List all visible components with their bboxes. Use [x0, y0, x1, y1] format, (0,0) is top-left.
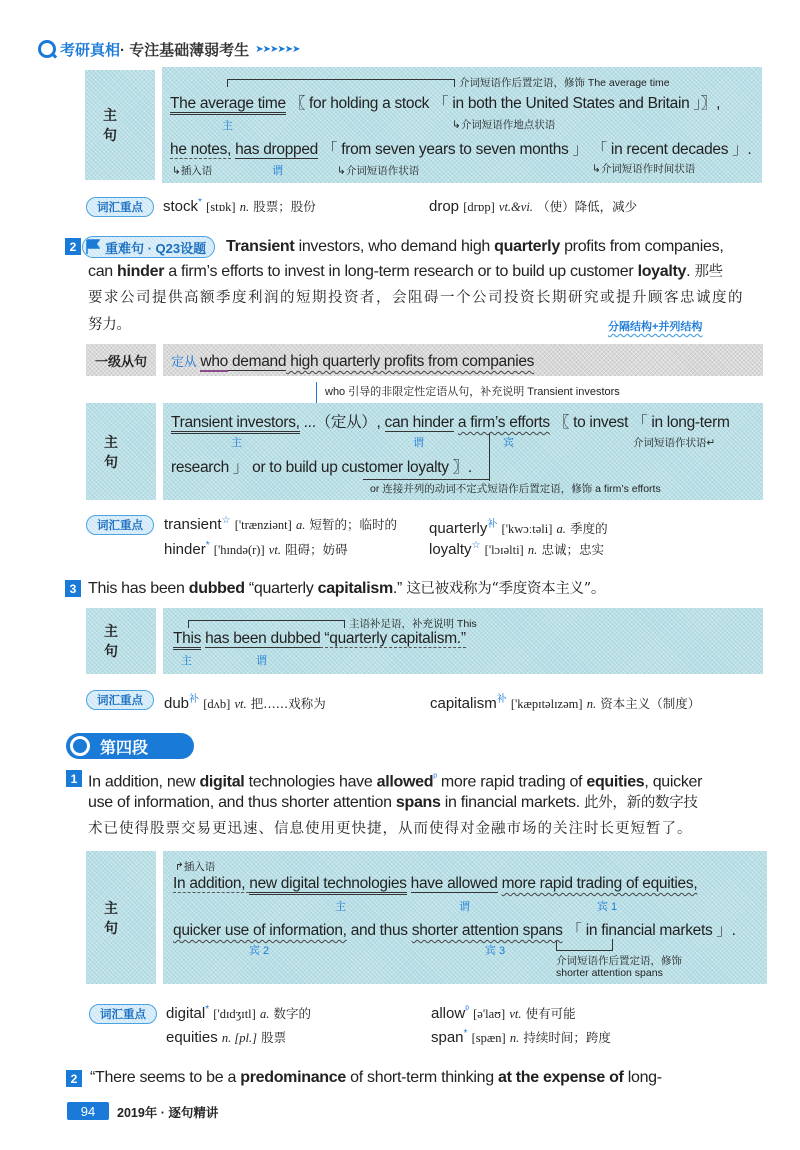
flag-icon [86, 239, 100, 255]
role-subject: 主 [335, 901, 346, 913]
prep-phrase-1: 「 from seven years to seven months 」 [317, 141, 588, 158]
annotation-hline [363, 479, 490, 480]
footer-title: 2019年 · 逐句精讲 [117, 1106, 219, 1120]
role-subject: 主 [181, 655, 192, 667]
page-header [38, 38, 299, 60]
vocab-item: quarterly$^补$ ['kwɔːtəli] a. 季度的 [429, 519, 608, 537]
sentence-line-1 [170, 91, 720, 113]
sentence-3: This has been dubbed “quarterly capitalism.” 这已被戏称为“季度资本主义”。 [88, 580, 606, 597]
sentence-line-2: research 」 or to build up customer loyalty 〗. [171, 459, 472, 476]
annotation-vline [489, 433, 490, 481]
annotation-postmodifier-target: shorter attention spans [556, 967, 663, 979]
sentence-number: 3 [65, 580, 81, 597]
analysis-box-3 [163, 608, 763, 674]
analysis-box-2 [163, 403, 763, 500]
role-predicate: 谓 [459, 901, 470, 913]
annotation-bracket [188, 620, 345, 628]
annotation-time: ↳介词短语作时间状语 [592, 163, 696, 175]
annotation-bracket [227, 79, 455, 87]
sentence-5: “There seems to be a predominance of short-term thinking at the expense of long- [90, 1069, 662, 1086]
sentence-2-en-line1: Transient investors, who demand high quarterly profits from companies, [226, 238, 724, 255]
analysis-box-4 [163, 851, 767, 984]
sentence-line: This has been dubbed “quarterly capitalism.” [173, 630, 466, 648]
vocab-item: drop [drɒp] vt.&vi. （使）降低，减少 [429, 198, 638, 215]
role-object: 宾 [503, 437, 514, 449]
search-q-icon [38, 40, 56, 58]
role-object-2: 宾 2 [249, 945, 270, 957]
subclause-box [163, 344, 763, 376]
search-q-icon [70, 736, 90, 756]
role-subject: 主 [231, 437, 242, 449]
header-brand: 考研真相 [60, 41, 121, 59]
vocab-item: transient☆ ['trænziənt] a. 短暂的；临时的 [164, 515, 398, 533]
role-predicate: 谓 [272, 165, 283, 177]
sentence-4-en-line1: In addition, new digital technologies have allowed$^ᵖ$ more rapid trading of equities, quicker [88, 772, 703, 791]
role-predicate: 谓 [256, 655, 267, 667]
annotation-hline [556, 950, 612, 951]
sentence-number: 2 [65, 238, 81, 255]
subclause-label: 一级从句 [86, 344, 156, 376]
vocab-item: hinder* ['hɪndə(r)] vt. 阻碍；妨碍 [164, 540, 348, 558]
header-subtitle: · 专注基础薄弱考生 [120, 41, 250, 59]
vocab-item: loyalty☆ ['lɔɪəlti] n. 忠诚；忠实 [429, 540, 604, 558]
sentence-2-en-line2: can hinder a firm’s efforts to invest in long-term research or to build up customer loyalty. 那些 [88, 263, 723, 280]
role-predicate: 谓 [413, 437, 424, 449]
prep-phrase-2: 「 in recent decades 」. [587, 141, 752, 158]
subject-phrase: The average time [170, 95, 286, 115]
main-clause-label: 主句 [86, 851, 156, 984]
vocab-badge: 词汇重点 [86, 690, 154, 710]
vocab-badge: 词汇重点 [86, 197, 154, 217]
main-clause-label: 主句 [86, 403, 156, 500]
main-clause-label: 主句 [86, 608, 156, 674]
annotation-insert: ↱插入语 [175, 861, 216, 873]
sentence-2-zh-line: 要求公司提供高额季度利润的短期投资者，会阻碍一个公司投资长期研究或提升顾客忠诚度的 [88, 290, 744, 306]
vocab-item: equities n. [pl.] 股票 [166, 1029, 287, 1046]
vocab-item: stock* [stɒk] n. 股票；股份 [163, 197, 316, 215]
vocab-item: allow$^ᵖ$ [ə'laʊ] vt. 使有可能 [431, 1004, 576, 1022]
subclause-sentence: 定从 who demand high quarterly profits from companies [171, 353, 535, 370]
annotation-adverbial: 介词短语作状语↵ [633, 437, 716, 449]
sentence-2-zh-end: 努力。 [88, 317, 131, 333]
annotation-insert: ↳插入语 [172, 165, 213, 177]
structure-note: 分隔结构+并列结构 [608, 321, 703, 333]
chevron-arrows-icon: ➤➤➤➤➤➤ [255, 43, 300, 55]
sentence-line-2: quicker use of information, and thus shorter attention spans 「 in financial markets 」. [173, 922, 736, 939]
analysis-box-1 [162, 67, 762, 183]
sentence-4-zh-line: 术已使得股票交易更迅速、信息使用更快捷，从而使得对金融市场的关注时长更短暂了。 [88, 821, 693, 837]
main-clause-label: 主句 [85, 70, 155, 180]
vocab-item: dub$^补$ [dʌb] vt. 把……戏称为 [164, 694, 326, 712]
line1-rest: 〖 for holding a stock 「 in both the United States and Britain 」〗, [285, 95, 721, 112]
vocab-item: digital* ['dɪdʒɪtl] a. 数字的 [166, 1004, 312, 1022]
sentence-line-1: Transient investors, ...（定从）, can hinder a firm’s efforts 〖 to invest 「 in long-term [171, 410, 730, 432]
role-object-1: 宾 1 [597, 901, 618, 913]
vocab-item: span* [spæn] n. 持续时间；跨度 [431, 1028, 611, 1046]
sentence-number: 1 [66, 770, 82, 787]
annotation-vline [612, 939, 613, 951]
sentence-line-1: In addition, new digital technologies have allowed more rapid trading of equities, [173, 875, 697, 893]
role-object-3: 宾 3 [485, 945, 506, 957]
section-heading: 第四段 [66, 733, 194, 759]
sentence-number: 2 [66, 1070, 82, 1087]
annotation-postmodifier: 介词短语作后置定语，修饰 The average time [459, 77, 670, 89]
parenthetical-phrase: he notes, [170, 141, 232, 158]
key-sentence-badge: 重难句 · Q23设题 [82, 236, 215, 258]
annotation-place: ↳介词短语作地点状语 [452, 119, 556, 131]
vocab-badge: 词汇重点 [86, 515, 154, 535]
annotation-infinitive: or 连接并列的动词不定式短语作后置定语，修饰 a firm’s efforts [370, 483, 661, 495]
vocab-item: capitalism$^补$ ['kæpɪtəlɪzəm] n. 资本主义（制度） [430, 694, 701, 712]
predicate-phrase: has dropped [235, 141, 318, 158]
page-number: 94 [67, 1102, 109, 1120]
annotation-complement: 主语补足语，补充说明 This [349, 618, 477, 630]
annotation-postmodifier: 介词短语作后置定语，修饰 [556, 955, 682, 967]
role-subject: 主 [222, 120, 233, 132]
annotation-adverbial: ↳介词短语作状语 [337, 165, 420, 177]
vocab-badge: 词汇重点 [89, 1004, 157, 1024]
sentence-4-en-line2: use of information, and thus shorter attention spans in financial markets. 此外，新的数字技 [88, 794, 698, 811]
annotation-clause: who 引导的非限定性定语从句，补充说明 Transient investors [325, 386, 620, 398]
sentence-line-2 [170, 137, 751, 159]
